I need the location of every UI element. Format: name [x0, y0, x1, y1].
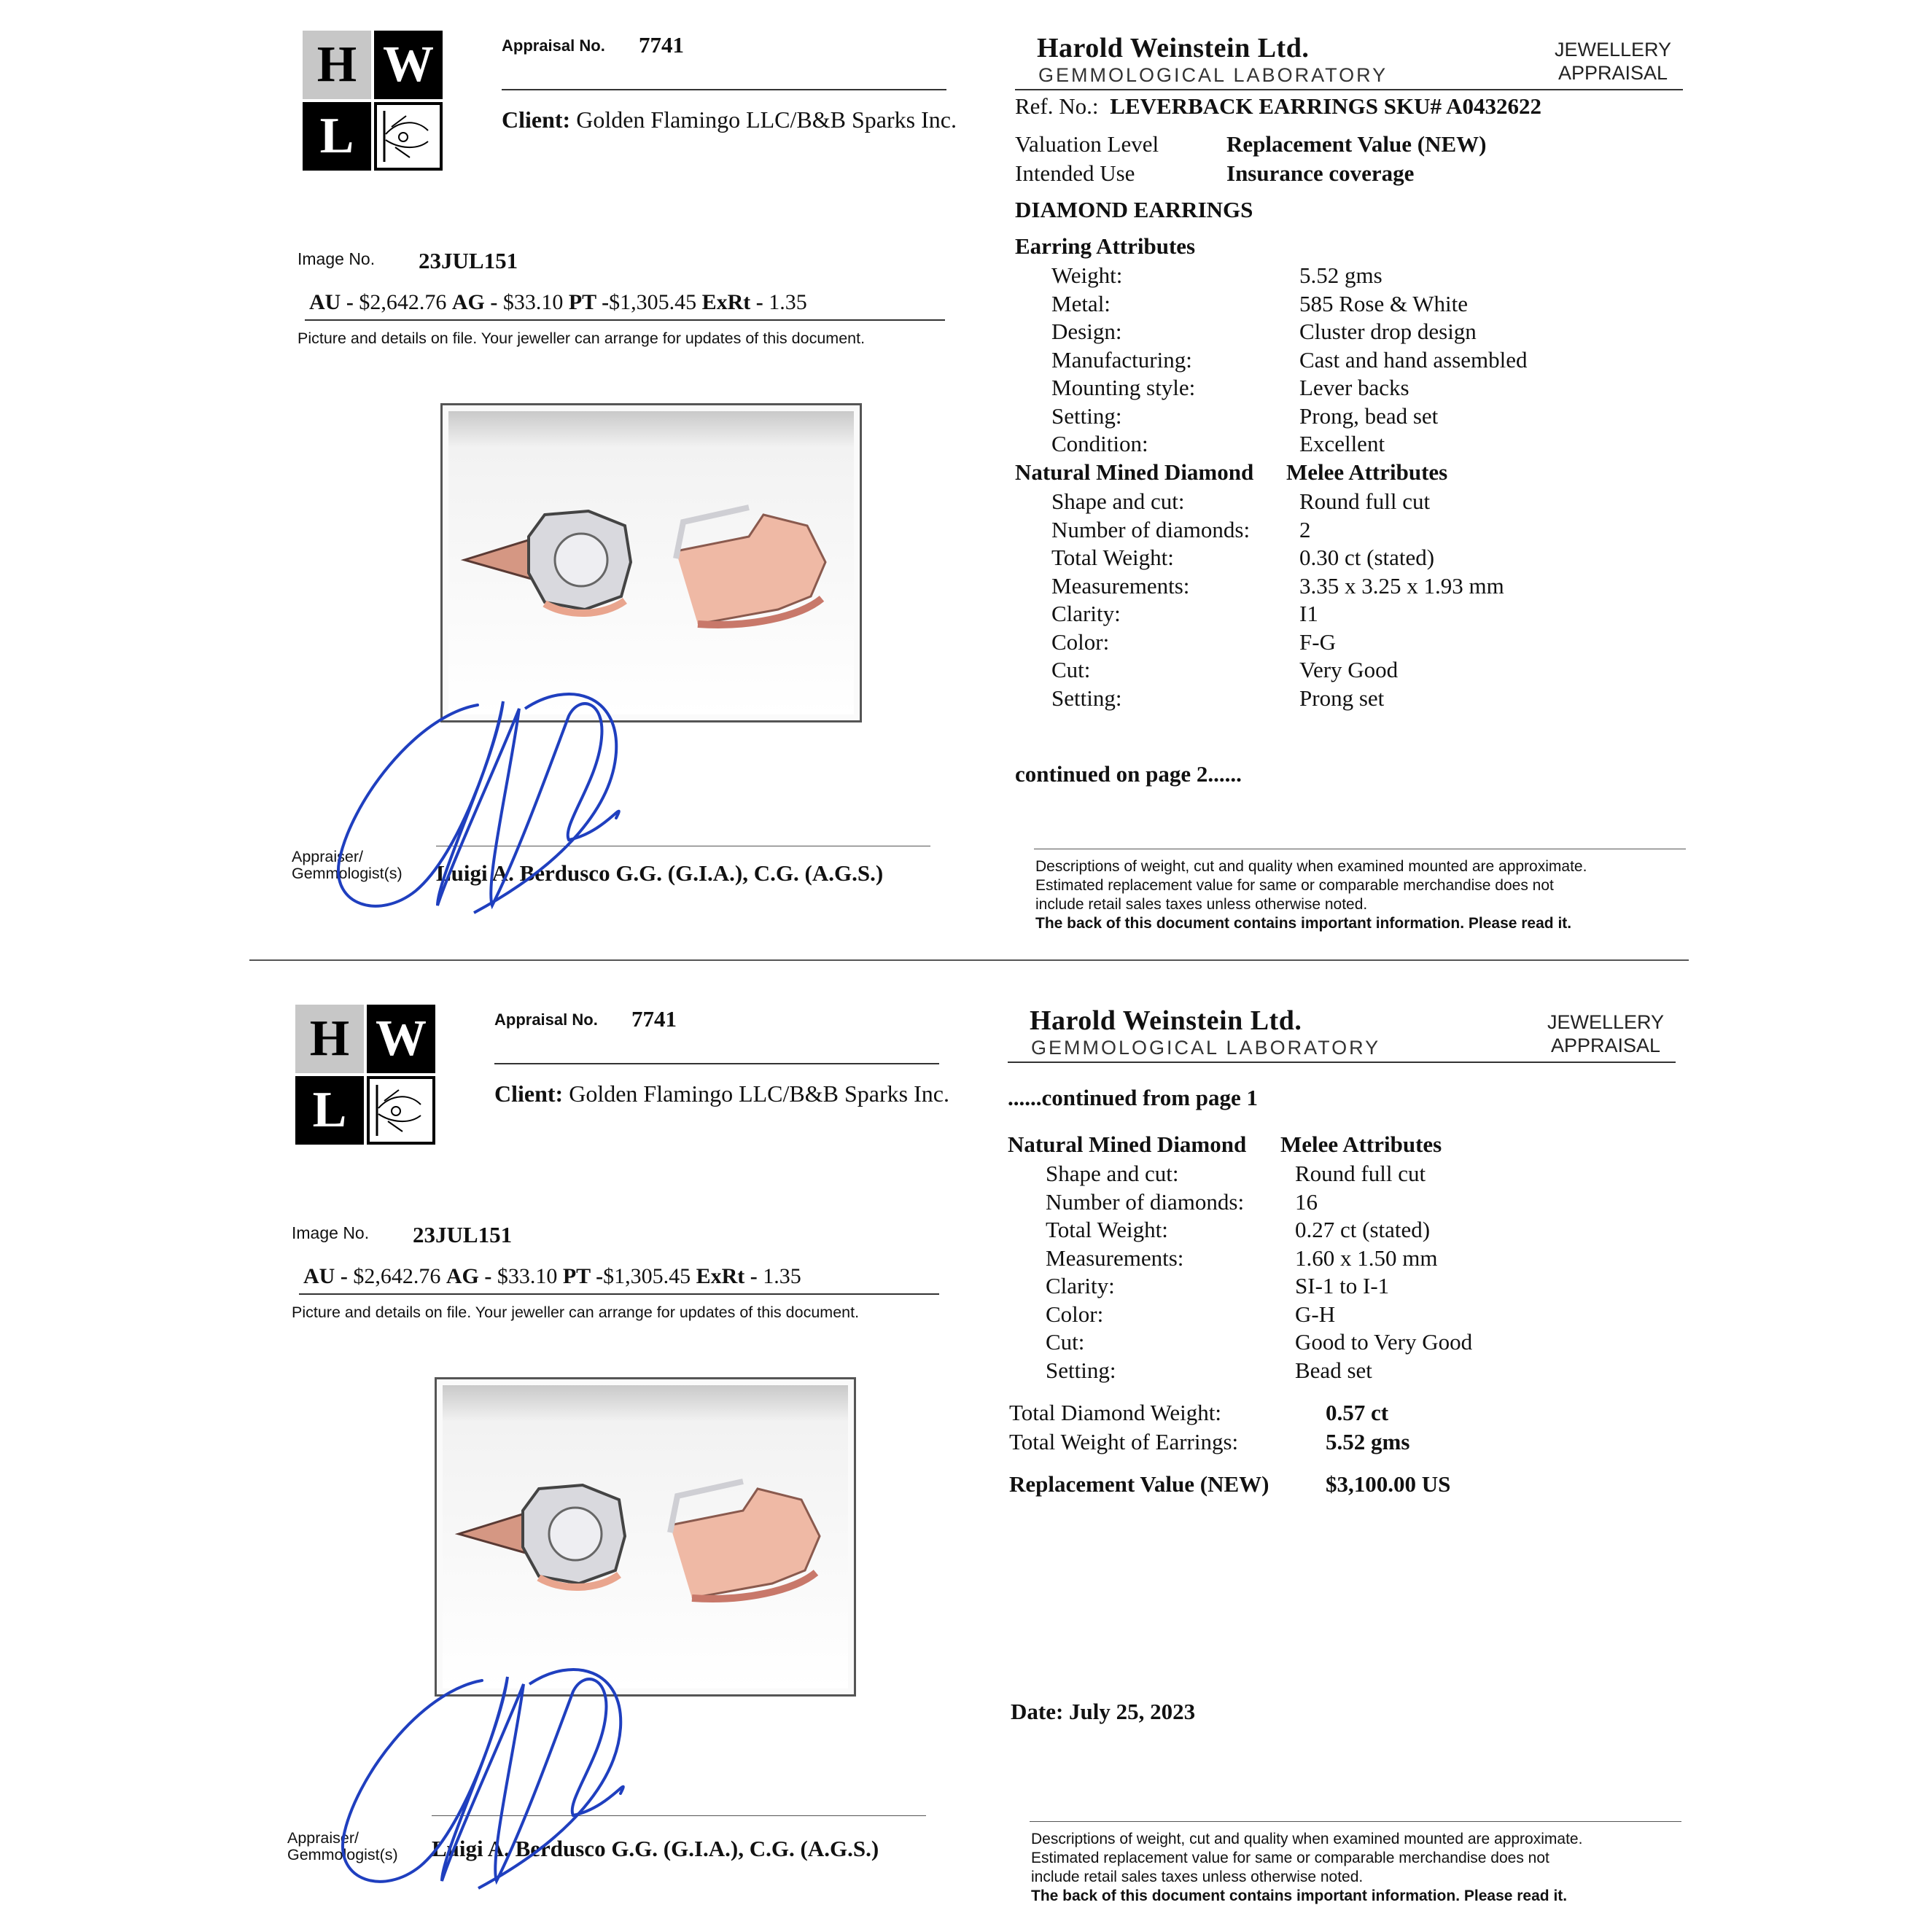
au-value: $2,642.76 [353, 1264, 441, 1288]
image-no-value: 23JUL151 [419, 248, 518, 273]
firm-name: Harold Weinstein Ltd. [1037, 33, 1310, 63]
client-line [494, 1080, 949, 1107]
metal-prices [309, 290, 807, 315]
attr-title: Earring Attributes [1015, 233, 1196, 259]
appraiser-label-line1: Appraiser/ [287, 1829, 359, 1847]
attribute-value: Very Good [1299, 657, 1399, 682]
use-label: Intended Use [1015, 160, 1135, 186]
disclaimer-line1: Descriptions of weight, cut and quality when examined mounted are approximate. [1031, 1831, 1583, 1847]
attribute-label: Clarity: [1051, 601, 1121, 626]
au-label: AU - [309, 290, 354, 314]
attribute-value: 2 [1299, 516, 1311, 542]
doc-type [1540, 1010, 1671, 1057]
doc-type-line1: JEWELLERY [1547, 1011, 1665, 1033]
ref-line [1015, 93, 1541, 120]
logo-letter-l: L [303, 102, 371, 171]
valuation-value: Replacement Value (NEW) [1226, 131, 1487, 157]
attribute-value: Round full cut [1295, 1161, 1426, 1186]
earrings-photo [435, 1377, 856, 1697]
doc-type-line1: JEWELLERY [1554, 39, 1672, 61]
total-earring-label: Total Weight of Earrings: [1009, 1429, 1239, 1454]
appraiser-name: Luigi A. Berdusco G.G. (G.I.A.), C.G. (A.G.S.) [432, 1836, 879, 1861]
attribute-value: 3.35 x 3.25 x 1.93 mm [1299, 572, 1504, 599]
attribute-label: Number of diamonds: [1046, 1188, 1245, 1215]
divider [1008, 1062, 1676, 1063]
divider [502, 89, 946, 90]
attribute-label: Cut: [1046, 1329, 1085, 1355]
use-value: Insurance coverage [1226, 160, 1415, 186]
attribute-value: Prong set [1299, 685, 1385, 711]
melee-title-1: Natural Mined Diamond [1008, 1131, 1247, 1157]
total-diamond-value: 0.57 ct [1326, 1400, 1389, 1425]
metal-prices [303, 1264, 801, 1289]
signature-line [432, 1815, 926, 1816]
picture-note: Picture and details on file. Your jeweller can arrange for updates of this document. [298, 330, 866, 347]
disclaimer-line3: include retail sales taxes unless otherwise noted. [1035, 896, 1368, 913]
disclaimer-line4: The back of this document contains important information. Please read it. [1031, 1888, 1568, 1904]
disclaimer-line3: include retail sales taxes unless otherwise noted. [1031, 1869, 1364, 1885]
attribute-value: 0.30 ct (stated) [1299, 545, 1435, 570]
ag-label: AG - [446, 1264, 492, 1288]
attribute-value: SI-1 to I-1 [1295, 1273, 1390, 1298]
attribute-label: Number of diamonds: [1051, 516, 1251, 542]
attribute-value: Round full cut [1299, 488, 1431, 514]
divider [494, 1063, 939, 1064]
disclaimer [1031, 1830, 1582, 1906]
attribute-value: 0.27 ct (stated) [1295, 1217, 1431, 1242]
appraiser-label-line1: Appraiser/ [292, 848, 363, 865]
attribute-label: Shape and cut: [1046, 1161, 1179, 1186]
melee-title-1: Natural Mined Diamond [1015, 459, 1254, 485]
attribute-label: Total Weight: [1051, 545, 1174, 570]
divider [1015, 89, 1683, 90]
replacement-label: Replacement Value (NEW) [1009, 1471, 1269, 1497]
attribute-label: Measurements: [1051, 572, 1190, 599]
attribute-value: F-G [1299, 628, 1336, 655]
pt-label: PT - [562, 1264, 604, 1288]
pt-label: PT - [568, 290, 610, 314]
divider [299, 1293, 939, 1295]
attribute-value: Prong, bead set [1299, 402, 1439, 429]
attribute-value: Good to Very Good [1295, 1329, 1473, 1355]
attribute-label: Setting: [1051, 402, 1122, 429]
appraiser-label [287, 1830, 398, 1863]
attribute-value: Cluster drop design [1299, 319, 1477, 344]
item-title: DIAMOND EARRINGS [1015, 197, 1253, 222]
attribute-label: Weight: [1051, 262, 1123, 288]
earrings-photo [440, 403, 862, 722]
logo-letter-w: W [367, 1005, 435, 1073]
logo-letter-l: L [295, 1076, 364, 1145]
attribute-label: Manufacturing: [1051, 346, 1192, 373]
appraisal-no-label: Appraisal No. [494, 1010, 598, 1029]
attribute-label: Color: [1046, 1301, 1104, 1327]
logo-letter-h: H [295, 1005, 364, 1073]
client-name: Golden Flamingo LLC/B&B Sparks Inc. [569, 1080, 949, 1107]
appraiser-label-line2: Gemmologist(s) [287, 1846, 398, 1863]
exrt-value: 1.35 [769, 290, 807, 314]
ag-label: AG - [451, 290, 498, 314]
melee-title-2: Melee Attributes [1286, 459, 1448, 485]
valuation-label: Valuation Level [1015, 131, 1159, 157]
logo-letter-h: H [303, 31, 371, 99]
appraisal-page-2 [0, 970, 1925, 1932]
doc-type-line2: APPRAISAL [1550, 1035, 1661, 1056]
attribute-value: 5.52 gms [1299, 262, 1382, 288]
doc-type [1547, 38, 1679, 85]
pt-value: $1,305.45 [603, 1264, 691, 1288]
divider [305, 319, 945, 321]
appraisal-no-label: Appraisal No. [502, 36, 605, 55]
ref-label: Ref. No.: [1015, 93, 1099, 119]
attribute-label: Design: [1051, 319, 1122, 344]
attribute-value: Lever backs [1299, 375, 1409, 400]
attribute-value: Bead set [1295, 1357, 1372, 1383]
exrt-label: ExRt - [696, 1264, 758, 1288]
au-value: $2,642.76 [359, 290, 447, 314]
ref-value: LEVERBACK EARRINGS SKU# A0432622 [1110, 93, 1541, 119]
attribute-label: Total Weight: [1046, 1217, 1168, 1242]
attribute-label: Clarity: [1046, 1273, 1115, 1298]
appraiser-label-line2: Gemmologist(s) [292, 865, 402, 882]
hwl-logo [295, 1005, 435, 1145]
attribute-value: G-H [1295, 1301, 1336, 1327]
client-label: Client: [494, 1080, 564, 1107]
client-label: Client: [502, 106, 571, 133]
appraisal-no-value: 7741 [639, 32, 684, 58]
image-no-label: Image No. [298, 249, 376, 268]
client-line [502, 106, 957, 133]
attribute-label: Setting: [1046, 1357, 1116, 1383]
attribute-label: Mounting style: [1051, 375, 1196, 400]
attribute-value: 16 [1295, 1188, 1318, 1215]
attribute-label: Measurements: [1046, 1244, 1184, 1271]
attribute-label: Condition: [1051, 431, 1148, 456]
disclaimer-line4: The back of this document contains important information. Please read it. [1035, 915, 1572, 932]
attribute-label: Color: [1051, 628, 1110, 655]
exrt-label: ExRt - [701, 290, 763, 314]
image-no-label: Image No. [292, 1223, 370, 1242]
attribute-label: Setting: [1051, 685, 1122, 711]
logo-loupe-icon [374, 102, 443, 171]
continued-note: continued on page 2...... [1015, 761, 1242, 787]
continued-from: ......continued from page 1 [1008, 1085, 1259, 1110]
disclaimer [1035, 857, 1587, 933]
image-no-value: 23JUL151 [413, 1222, 513, 1247]
divider [1030, 1821, 1681, 1822]
attribute-label: Shape and cut: [1051, 488, 1185, 514]
attribute-value: I1 [1299, 601, 1318, 626]
logo-letter-w: W [374, 31, 443, 99]
attribute-label: Metal: [1051, 290, 1111, 316]
ag-value: $33.10 [497, 1264, 558, 1288]
appraisal-no-value: 7741 [631, 1006, 677, 1032]
melee-title-2: Melee Attributes [1280, 1131, 1442, 1157]
appraisal-page-1 [0, 0, 1925, 962]
disclaimer-line2: Estimated replacement value for same or comparable merchandise does not [1031, 1850, 1549, 1866]
doc-type-line2: APPRAISAL [1558, 62, 1668, 84]
logo-loupe-icon [367, 1076, 435, 1145]
appraiser-name: Luigi A. Berdusco G.G. (G.I.A.), C.G. (A.G.S.) [436, 860, 884, 886]
pt-value: $1,305.45 [609, 290, 697, 314]
picture-note: Picture and details on file. Your jeweller can arrange for updates of this document. [292, 1304, 860, 1321]
attribute-value: Excellent [1299, 431, 1385, 456]
firm-name: Harold Weinstein Ltd. [1030, 1005, 1302, 1036]
firm-lab: GEMMOLOGICAL LABORATORY [1031, 1037, 1381, 1059]
au-label: AU - [303, 1264, 348, 1288]
total-earring-value: 5.52 gms [1326, 1429, 1410, 1454]
attribute-value: 1.60 x 1.50 mm [1295, 1244, 1438, 1271]
ag-value: $33.10 [502, 290, 564, 314]
total-diamond-label: Total Diamond Weight: [1009, 1400, 1221, 1425]
attribute-value: Cast and hand assembled [1299, 346, 1528, 373]
exrt-value: 1.35 [763, 1264, 801, 1288]
appraisal-date: Date: July 25, 2023 [1011, 1699, 1196, 1724]
appraiser-label [292, 849, 402, 882]
attribute-value: 585 Rose & White [1299, 290, 1469, 316]
replacement-value: $3,100.00 US [1326, 1471, 1451, 1497]
page-separator [249, 959, 1689, 961]
disclaimer-line1: Descriptions of weight, cut and quality when examined mounted are approximate. [1035, 858, 1587, 875]
attribute-label: Cut: [1051, 657, 1091, 682]
firm-lab: GEMMOLOGICAL LABORATORY [1038, 64, 1388, 86]
client-name: Golden Flamingo LLC/B&B Sparks Inc. [576, 106, 957, 133]
disclaimer-line2: Estimated replacement value for same or comparable merchandise does not [1035, 877, 1554, 894]
hwl-logo [303, 31, 443, 171]
